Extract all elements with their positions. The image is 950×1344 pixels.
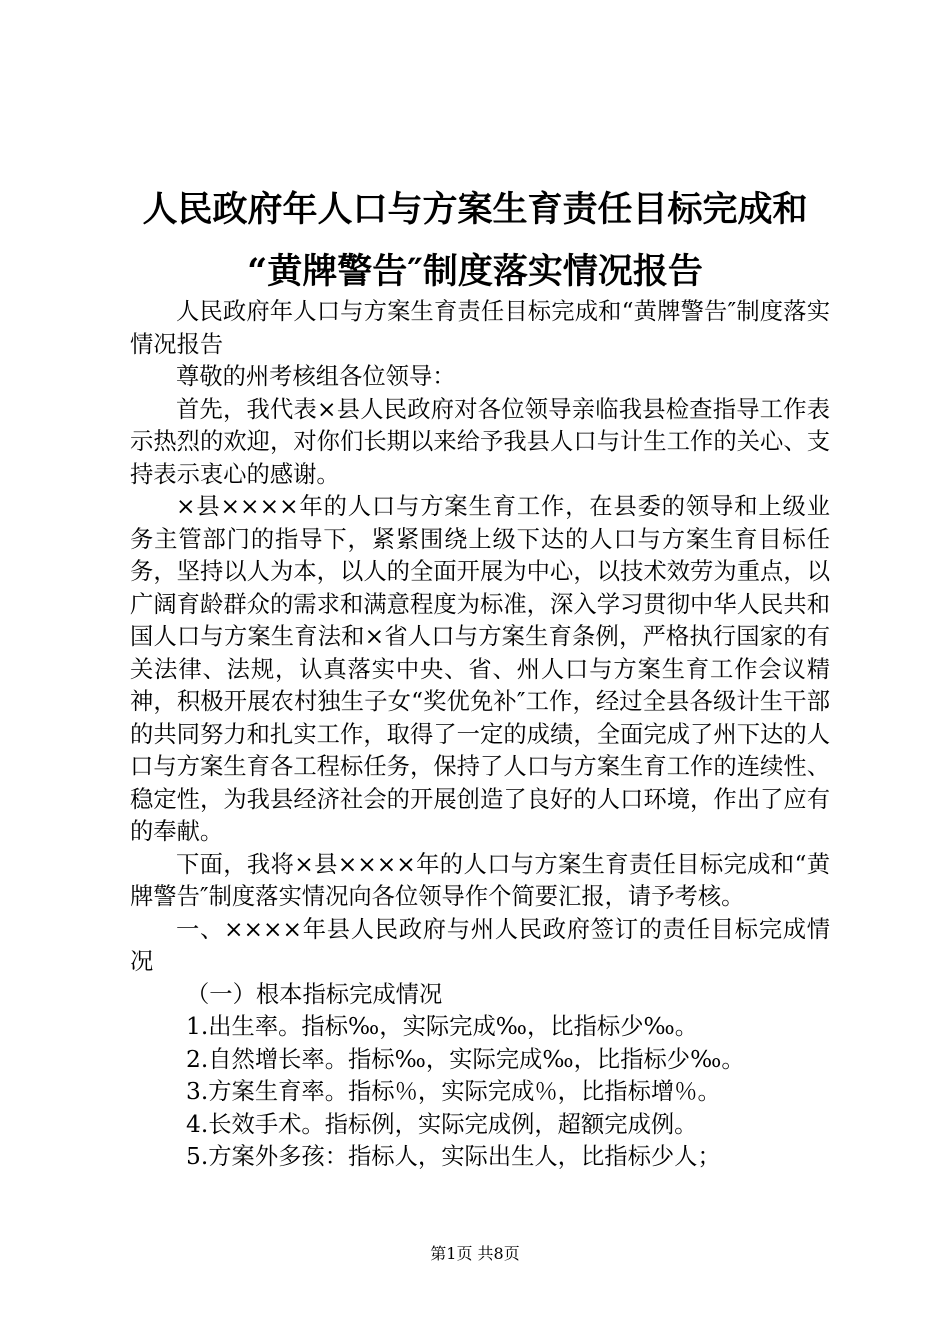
section-heading: 一、××××年县人民政府与州人民政府签订的责任目标完成情况 xyxy=(130,915,830,975)
body-paragraph: 尊敬的州考核组各位领导： xyxy=(176,363,456,390)
list-item: 5.方案外多孩：指标人，实际出生人，比指标少人； xyxy=(186,1143,721,1170)
list-item: 2.自然增长率。指标‰，实际完成‰，比指标少‰。 xyxy=(186,1045,745,1073)
document-title-line-2: “黄牌警告″制度落实情况报告 xyxy=(247,251,703,292)
body-paragraph: 首先，我代表×县人民政府对各位领导亲临我县检查指导工作表示热烈的欢迎，对你们长期以来给予我县人口与计生工作的关心、支持表示衷心的感谢。 xyxy=(130,395,830,488)
body-paragraph: 下面，我将×县××××年的人口与方案生育责任目标完成和“黄牌警告″制度落实情况向各位领导作个简要汇报，请予考核。 xyxy=(130,850,830,910)
document-body xyxy=(130,296,830,1174)
list-item: 4.长效手术。指标例，实际完成例，超额完成例。 xyxy=(186,1110,698,1138)
subsection-heading: （一）根本指标完成情况 xyxy=(186,980,443,1008)
document-title-line-1: 人民政府年人口与方案生育责任目标完成和 xyxy=(142,189,808,230)
list-item: 3.方案生育率。指标％，实际完成％，比指标增％。 xyxy=(186,1078,721,1105)
page-footer: 第1页 共8页 xyxy=(430,1244,520,1263)
body-paragraph: ×县××××年的人口与方案生育工作，在县委的领导和上级业务主管部门的指导下，紧紧围绕上级下达的人口与方案生育目标任务，坚持以人为本，以人的全面开展为中心，以技术效劳为重点，以广阔育龄群众的需求和满意程度为标准，深入学习贯彻中华人民共和国人口与方案生育法和×省人口与方案生育条例，严格执行国家的有关法律、法规，认真落实中央、省、州人口与方案生育工作会议精神，积极开展农村独生子女“奖优免补″工作，经过全县各级计生干部的共同努力和扎实工作，取得了一定的成绩，全面完成了州下达的人口与方案生育各工程标任务，保持了人口与方案生育工作的连续性、稳定性，为我县经济社会的开展创造了良好的人口环境，作出了应有的奉献。 xyxy=(130,493,830,845)
body-paragraph: 人民政府年人口与方案生育责任目标完成和“黄牌警告″制度落实情况报告 xyxy=(130,298,830,358)
list-item: 1.出生率。指标‰，实际完成‰，比指标少‰。 xyxy=(186,1013,699,1040)
